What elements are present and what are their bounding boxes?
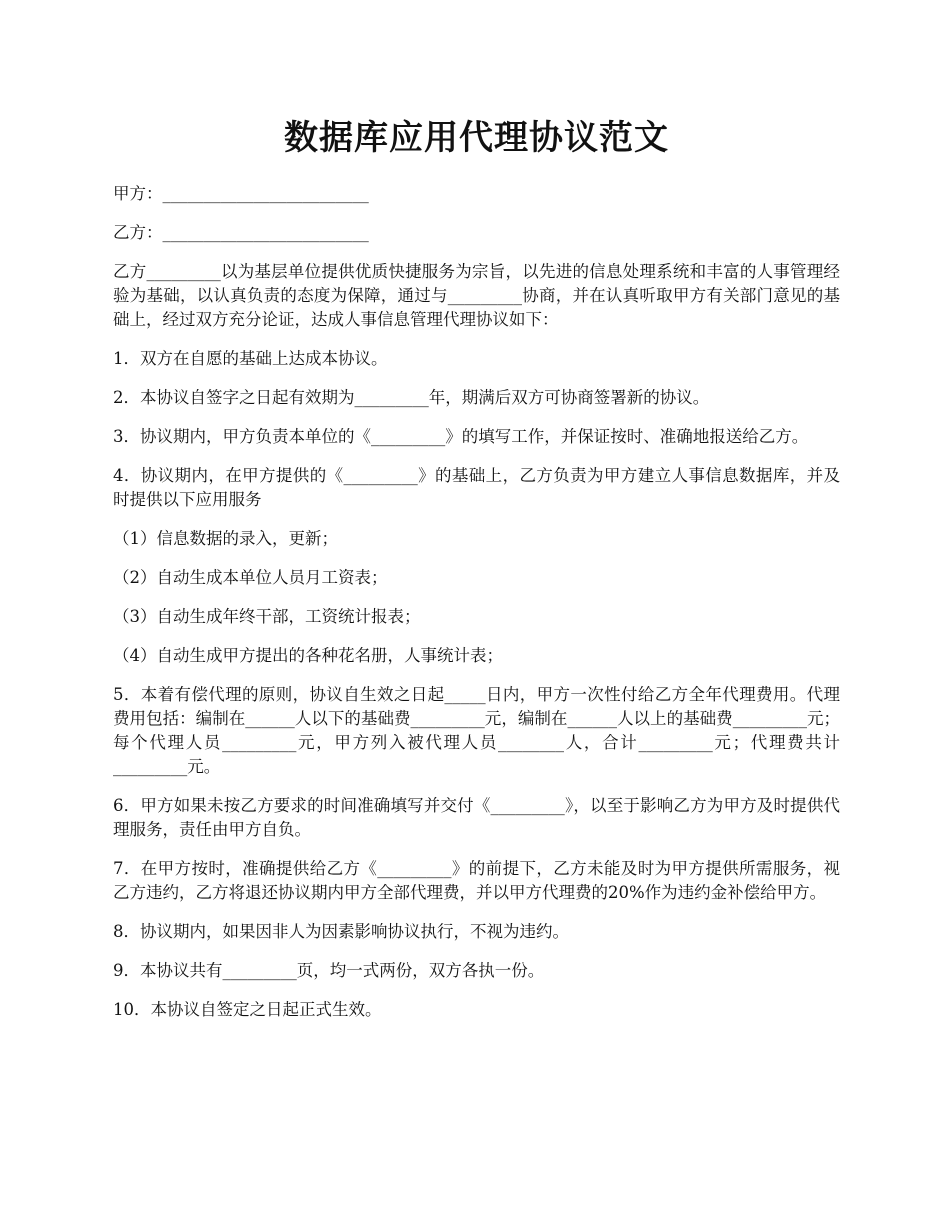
- party-b-line: 乙方：_________________________: [113, 223, 369, 242]
- clause-8: 8．协议期内，如果因非人为因素影响协议执行，不视为违约。: [113, 922, 569, 941]
- clause-4-item-3: （3）自动生成年终干部，工资统计报表；: [113, 607, 421, 626]
- clause-7: 7．在甲方按时，准确提供给乙方《_________》的前提下，乙方未能及时为甲方提供所需服务，视乙方违约，乙方将退还协议期内甲方全部代理费，并以甲方代理费的20%作为违约金补偿给甲方。: [113, 859, 840, 902]
- clause-6: 6．甲方如果未按乙方要求的时间准确填写并交付《_________》，以至于影响乙方为甲方及时提供代理服务，责任由甲方自负。: [113, 796, 840, 839]
- clause-4-item-4: （4）自动生成甲方提出的各种花名册，人事统计表；: [113, 646, 503, 665]
- clause-4: 4．协议期内，在甲方提供的《_________》的基础上，乙方负责为甲方建立人事信息数据库，并及时提供以下应用服务: [113, 466, 840, 509]
- clause-4-item-2: （2）自动生成本单位人员月工资表；: [113, 568, 388, 587]
- clause-1: 1．双方在自愿的基础上达成本协议。: [113, 349, 388, 368]
- clause-3: 3．协议期内，甲方负责本单位的《_________》的填写工作，并保证按时、准确地报送给乙方。: [113, 427, 809, 446]
- party-a-line: 甲方：_________________________: [113, 184, 369, 203]
- intro-paragraph: 乙方_________以为基层单位提供优质快捷服务为宗旨，以先进的信息处理系统和丰富的人事管理经验为基础，以认真负责的态度为保障，通过与_________协商，并在认真听取甲方有关部门意见的基础上，经过双方充分论证，达成人事信息管理代理协议如下：: [113, 262, 840, 329]
- document-page: [113, 0, 840, 1022]
- document-title: 数据库应用代理协议范文: [284, 118, 669, 158]
- clause-5: 5．本着有偿代理的原则，协议自生效之日起_____日内，甲方一次性付给乙方全年代理费用。代理费用包括：编制在______人以下的基础费_________元，编制在______人以上的基础费_________元；每个代理人员_________元，甲方列入被代理人员________人，合计_________元；代理费共计_________元。: [113, 685, 840, 776]
- clause-2: 2．本协议自签字之日起有效期为_________年，期满后双方可协商签署新的协议。: [113, 388, 710, 407]
- clause-10: 10．本协议自签定之日起正式生效。: [113, 1000, 382, 1019]
- clause-4-item-1: （1）信息数据的录入，更新；: [113, 529, 338, 548]
- clause-9: 9．本协议共有_________页，均一式两份，双方各执一份。: [113, 961, 545, 980]
